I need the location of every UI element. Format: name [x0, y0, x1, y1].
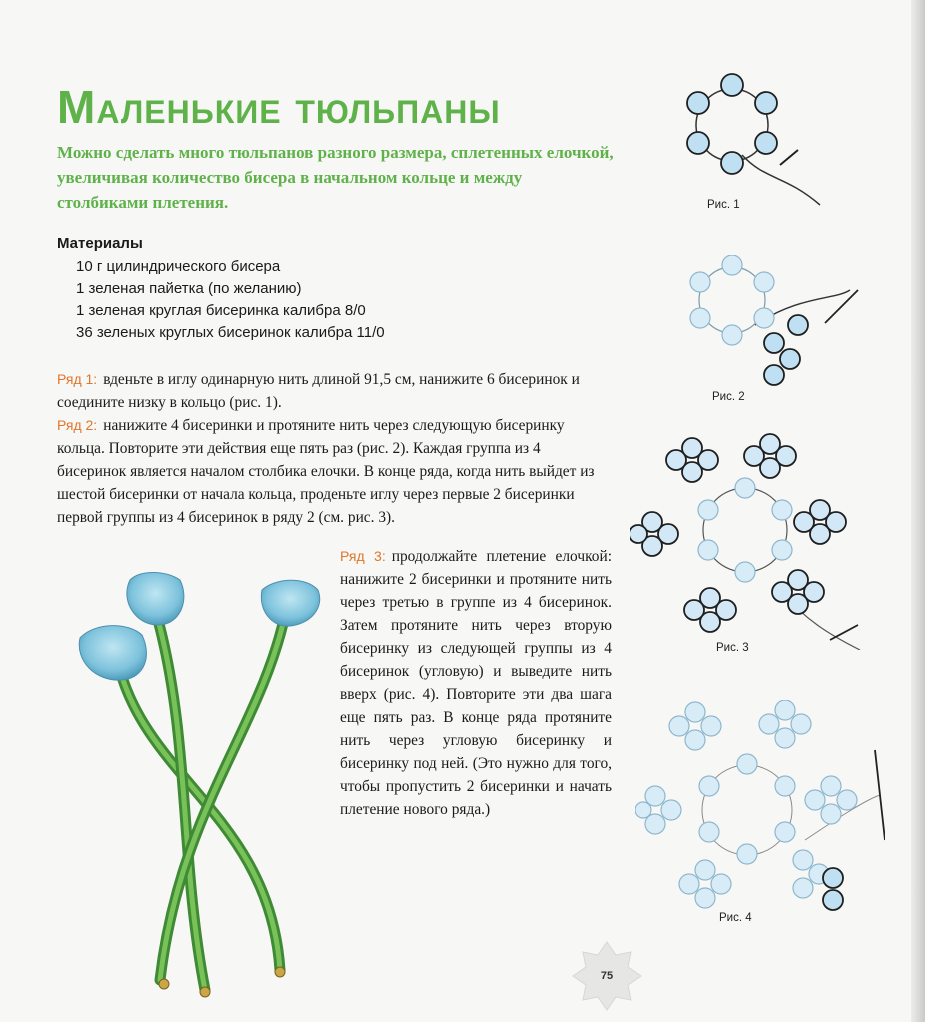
row-1-text: вденьте в иглу одинарную нить длиной 91,5 см, нанижите 6 бисеринок и соедините низку в кольцо (рис. 1).: [57, 371, 580, 411]
row-3-text: продолжайте плетение елочкой: нанижите 2 бисеринки и протяните нить через третью в группе из 4 бисеринок. Затем протяните нить через вторую бисеринку из следующей группы из 4 бисеринок (угловую) и выведите нить вверх (рис. 4). Повторите эти два шага еще пять раз. В конце ряда протяните нить через угловую бисеринку и бисеринку под ней. (Это нужно для того, чтобы пропустить 2 бисеринки и начать плетение нового ряда.): [340, 548, 612, 818]
row-3-instruction: [340, 545, 612, 821]
materials-heading: Материалы: [57, 235, 143, 252]
row-3-label: Ряд 3:: [340, 548, 386, 564]
row-1-instruction: [57, 368, 612, 414]
beaded-tulips-photo: [40, 560, 350, 1010]
figure-3-diagram: [630, 430, 870, 650]
figure-4-caption: Рис. 4: [719, 912, 752, 924]
row-2-text: нанижите 4 бисеринки и протяните нить через следующую бисеринку кольца. Повторите эти действия еще пять раз (рис. 2). Каждая группа из 4 бисеринок является началом столбика елочки. В конце ряда, когда нить выйдет из шестой бисеринки от начала кольца, проденьте иглу через первые 2 бисеринки первой группы из 4 бисеринок в ряду 2 (см. рис. 3).: [57, 417, 595, 526]
materials-item: 1 зеленая круглая бисеринка калибра 8/0: [76, 302, 366, 319]
materials-list: [57, 256, 577, 344]
page-edge: [911, 0, 925, 1022]
figure-2-caption: Рис. 2: [712, 391, 745, 403]
materials-item: 10 г цилиндрического бисера: [76, 258, 281, 275]
materials-item: 36 зеленых круглых бисеринок калибра 11/0: [76, 324, 385, 341]
row-2-label: Ряд 2:: [57, 417, 98, 433]
figure-3-caption: Рис. 3: [716, 642, 749, 654]
intro-text: Можно сделать много тюльпанов разного размера, сплетенных елочкой, увеличивая количество бисера в начальном кольце и между столбиками плетения.: [57, 143, 614, 212]
figure-1-diagram: [680, 65, 840, 215]
page-title: Маленькие тюльпаны: [57, 81, 501, 133]
figure-1-caption: Рис. 1: [707, 199, 740, 211]
materials-item: 1 зеленая пайетка (по желанию): [76, 280, 302, 297]
materials-section: [57, 233, 577, 344]
row-2-instruction: [57, 414, 612, 529]
figure-2-diagram: [680, 255, 860, 395]
figure-4-diagram: [635, 700, 885, 915]
page-number: 75: [600, 970, 614, 982]
row-1-label: Ряд 1:: [57, 371, 98, 387]
